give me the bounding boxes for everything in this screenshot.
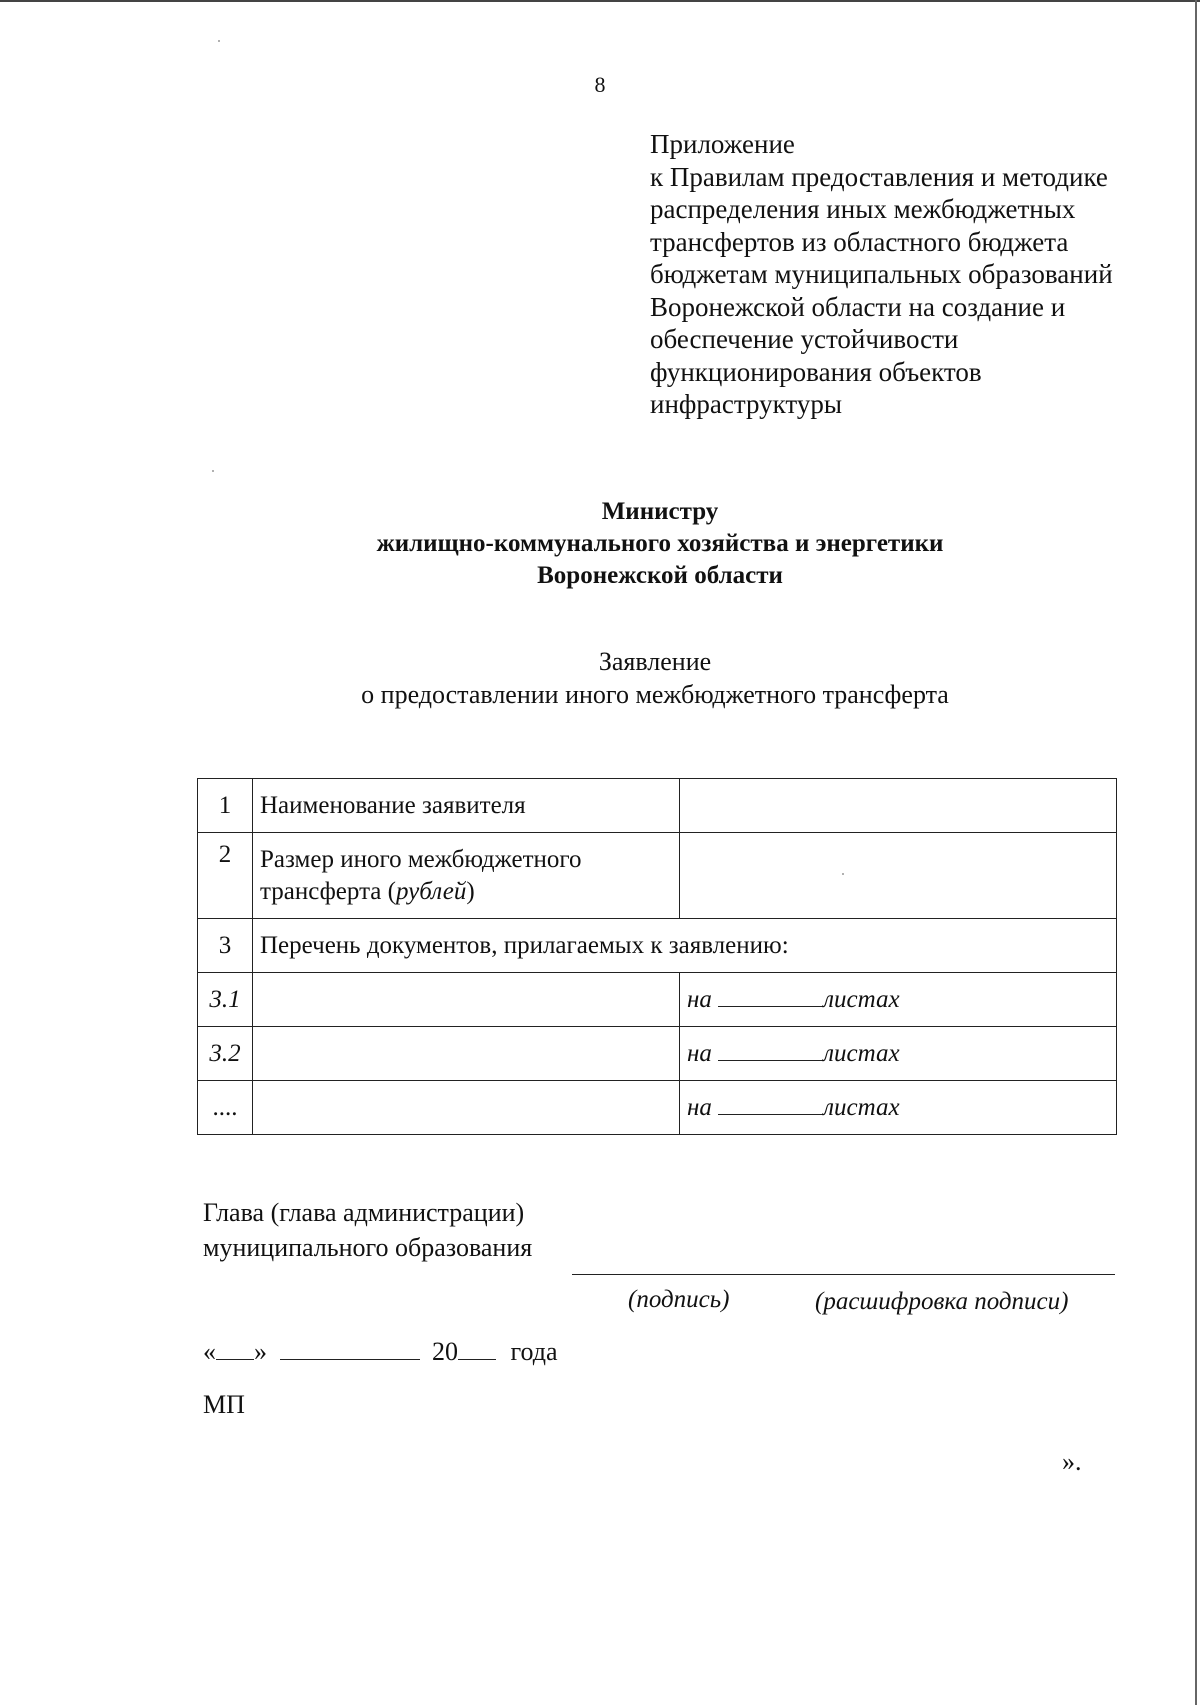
table-row (198, 1081, 1117, 1135)
sheet-count-cell (680, 1027, 1117, 1081)
applicant-name-field[interactable] (680, 779, 1117, 833)
currency-unit: рублей (395, 877, 467, 905)
signatory-title (203, 1195, 532, 1265)
appendix-header (650, 128, 1190, 421)
row-number: 3.2 (198, 1027, 253, 1081)
application-form-table (197, 778, 1117, 1135)
year-word: года (510, 1337, 558, 1366)
signatory-line: Глава (глава администрации) (203, 1198, 525, 1227)
table-row (198, 1027, 1117, 1081)
stamp-label: МП (203, 1390, 245, 1419)
table-row (198, 919, 1117, 973)
documents-list-label: Перечень документов, прилагаемых к заявлению: (253, 919, 1117, 973)
row-number: 1 (198, 779, 253, 833)
appendix-line: функционирования объектов (650, 356, 982, 387)
sheets-prefix: на (687, 1093, 712, 1121)
month-field[interactable] (280, 1358, 420, 1360)
sheet-count-field[interactable] (718, 1113, 823, 1115)
scan-edge-right (1195, 0, 1197, 1705)
day-field[interactable] (216, 1358, 254, 1360)
table-row (198, 833, 1117, 919)
signature-caption: (подпись) (628, 1286, 730, 1313)
addressee-line: жилищно-коммунального хозяйства и энергетики (376, 530, 944, 557)
signature-line[interactable] (572, 1274, 1115, 1275)
applicant-name-label: Наименование заявителя (253, 779, 680, 833)
addressee-line: Воронежской области (537, 562, 783, 589)
date-close-quote: » (254, 1337, 267, 1366)
document-subtitle-line: о предоставлении иного межбюджетного трансферта (361, 680, 949, 709)
sheet-count-field[interactable] (718, 1059, 823, 1061)
appendix-line: трансфертов из областного бюджета (650, 226, 1069, 257)
sheet-count-field[interactable] (718, 1005, 823, 1007)
signatory-line: муниципального образования (203, 1233, 533, 1262)
date-line (203, 1337, 558, 1367)
scan-speck (218, 40, 220, 42)
sheets-prefix: на (687, 1039, 712, 1067)
signature-decoding-caption: (расшифровка подписи) (815, 1288, 1069, 1315)
year-field[interactable] (458, 1358, 496, 1360)
date-open-quote: « (203, 1337, 216, 1366)
scan-speck (212, 470, 214, 472)
row-number: 2 (198, 833, 253, 919)
sheets-suffix: листах (823, 1039, 900, 1067)
document-name-field[interactable] (253, 1027, 680, 1081)
table-row (198, 973, 1117, 1027)
transfer-amount-field[interactable] (680, 833, 1117, 919)
appendix-line: бюджетам муниципальных образований (650, 259, 1113, 289)
appendix-line: к Правилам предоставления и методике (650, 161, 1108, 192)
document-name-field[interactable] (253, 1081, 680, 1135)
appendix-line: обеспечение устойчивости (650, 324, 959, 354)
addressee-block (0, 496, 1200, 592)
row-number: 3.1 (198, 973, 253, 1027)
transfer-amount-close: ) (466, 877, 475, 905)
sheets-suffix: листах (823, 985, 900, 1013)
appendix-line: Воронежской области на создание и (650, 291, 1066, 322)
scan-edge-top (0, 0, 1200, 2)
sheets-suffix: листах (823, 1093, 900, 1121)
row-number: .... (198, 1081, 253, 1135)
sheet-count-cell (680, 1081, 1117, 1135)
appendix-line: инфраструктуры (650, 389, 842, 419)
appendix-line: распределения иных межбюджетных (650, 194, 1076, 224)
document-title-line: Заявление (598, 647, 712, 676)
addressee-line: Министру (601, 498, 719, 525)
year-prefix: 20 (432, 1337, 458, 1366)
appendix-line: Приложение (650, 129, 795, 159)
sheet-count-cell (680, 973, 1117, 1027)
row-number: 3 (198, 919, 253, 973)
sheets-prefix: на (687, 985, 712, 1013)
table-row (198, 779, 1117, 833)
page-number: 8 (594, 72, 606, 97)
closing-quote: ». (1062, 1447, 1082, 1476)
transfer-amount-text: Размер иного межбюджетного трансферта ( (260, 845, 582, 905)
document-title (0, 645, 1200, 711)
document-name-field[interactable] (253, 973, 680, 1027)
transfer-amount-label (253, 833, 680, 919)
